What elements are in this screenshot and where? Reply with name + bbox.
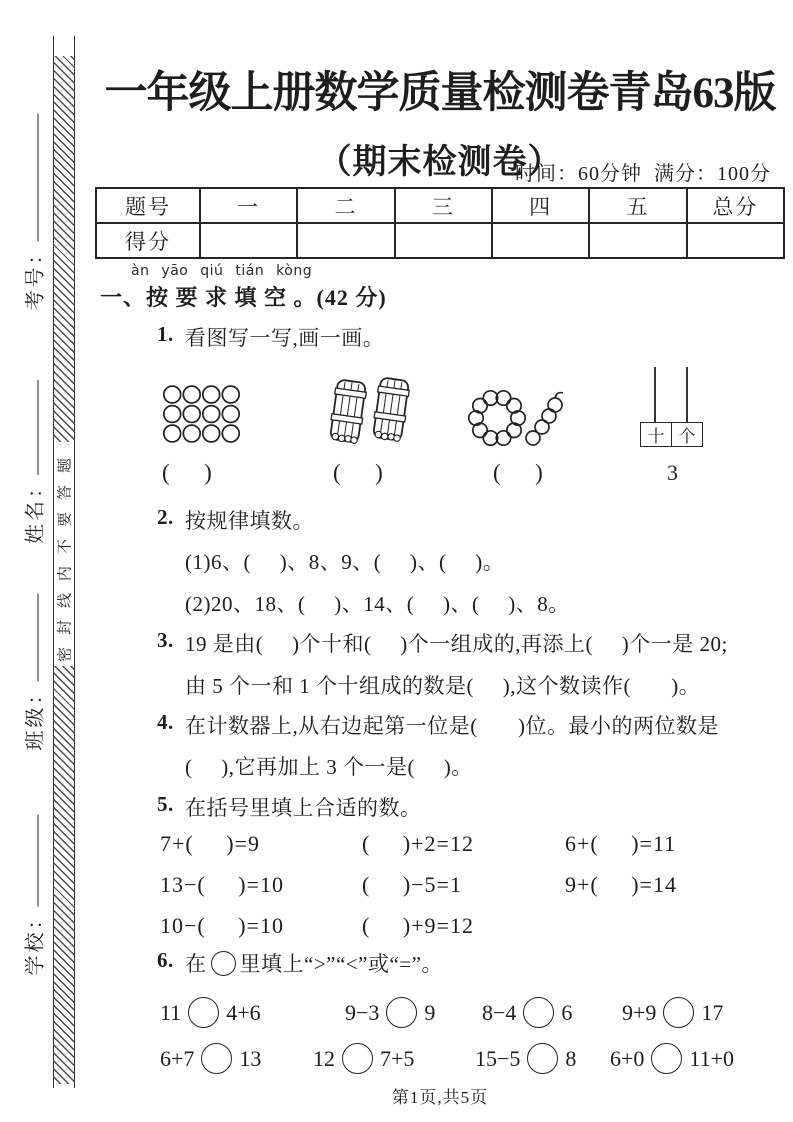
- comparison-item: [622, 997, 723, 1028]
- question-5: [95, 792, 785, 822]
- score-cell: [589, 223, 686, 258]
- question-4: [95, 710, 785, 740]
- school-blank-line: [38, 815, 39, 907]
- question-6-text-prefix: 在: [185, 952, 207, 976]
- tens-rod: [654, 367, 656, 422]
- left-expression: 9+9: [622, 999, 657, 1025]
- section-pinyin: àn yāo qiú tián kòng: [131, 263, 313, 279]
- compare-circle: [651, 1043, 682, 1074]
- stick-bundles-figure: [320, 374, 416, 454]
- comparison-item: [610, 1043, 734, 1074]
- compare-circle: [342, 1043, 373, 1074]
- counter-box: [640, 422, 703, 447]
- question-2-line-2: [95, 588, 785, 618]
- score-row-label: 得分: [96, 223, 200, 258]
- question-4-number: 4.: [157, 710, 174, 734]
- compare-circle: [663, 997, 694, 1028]
- col-header-5: 五: [589, 188, 686, 223]
- class-blank-line: [38, 594, 39, 682]
- left-expression: 8−4: [482, 999, 517, 1025]
- right-expression: 7+5: [380, 1045, 415, 1071]
- right-expression: 13: [239, 1045, 262, 1071]
- section-1-heading: 一、按 要 求 填 空 。(42 分): [100, 285, 387, 310]
- question-3-line-2: [95, 670, 785, 700]
- circle-grid-svg: [163, 384, 241, 444]
- right-expression: 4+6: [226, 999, 261, 1025]
- exam-number-blank-line: [38, 114, 39, 242]
- tens-cell: 十: [641, 423, 672, 446]
- question-6-text: [95, 948, 785, 978]
- left-expression: 9−3: [345, 999, 380, 1025]
- page-subtitle: （期末检测卷）: [317, 144, 563, 182]
- score-table-score-row: [96, 223, 784, 258]
- right-expression: 17: [701, 999, 724, 1025]
- question-1-number: 1.: [157, 322, 174, 346]
- seal-sidebar: [0, 0, 92, 1122]
- col-header-1: 一: [200, 188, 297, 223]
- question-3: [95, 628, 785, 658]
- seal-strip: [53, 36, 75, 1088]
- compare-circle: [527, 1043, 558, 1074]
- comparison-item: [160, 1043, 261, 1074]
- comparison-item: [345, 997, 435, 1028]
- answer-blank-2: ( ): [333, 460, 383, 485]
- score-cell: [395, 223, 492, 258]
- question-6-row-2: [95, 1043, 785, 1083]
- equation: 6+( )=11: [565, 831, 677, 856]
- question-5-row-1: [95, 831, 785, 863]
- class-label: 班级：: [24, 681, 47, 751]
- right-expression: 11+0: [689, 1045, 735, 1071]
- question-5-text: 在括号里填上合适的数。: [185, 796, 422, 820]
- equation: 10−( )=10: [160, 913, 284, 938]
- question-3-number: 3.: [157, 628, 174, 652]
- comparison-item: [160, 997, 261, 1028]
- stick-bundles-svg: [320, 374, 416, 454]
- student-name-blank-line: [38, 380, 39, 475]
- question-4-text-line-2: ( ),它再加上 3 个一是( )。: [185, 755, 473, 779]
- compare-circle: [188, 997, 219, 1028]
- question-2-sequence-2: (2)20、18、( )、14、( )、( )、8。: [185, 592, 570, 616]
- ones-cell: 个: [678, 427, 696, 446]
- place-value-counter-figure: [640, 367, 703, 447]
- question-4-line-2: [95, 751, 785, 781]
- seal-text-slot: [54, 442, 74, 666]
- answer-blank-3: ( ): [493, 460, 543, 485]
- question-3-text-line-2: 由 5 个一和 1 个十组成的数是( ),这个数读作( )。: [185, 674, 701, 698]
- equation: 7+( )=9: [160, 831, 260, 856]
- main-content: [95, 0, 785, 1122]
- seal-hatching-bottom: [54, 666, 74, 1084]
- score-cell: [687, 223, 784, 258]
- left-expression: 6+7: [160, 1045, 195, 1071]
- score-table: [95, 187, 785, 259]
- right-expression: 6: [561, 999, 573, 1025]
- counter-given-value: 3: [667, 460, 678, 485]
- left-expression: 15−5: [475, 1045, 521, 1071]
- equation: ( )+2=12: [362, 831, 474, 856]
- score-cell: [492, 223, 589, 258]
- beads-figure: [467, 386, 567, 448]
- score-cell: [297, 223, 394, 258]
- exam-number-label: 考号：: [24, 241, 47, 311]
- page-title: 一年级上册数学质量检测卷青岛63版: [104, 69, 776, 117]
- question-2-number: 2.: [157, 505, 174, 529]
- equation: 9+( )=14: [565, 872, 677, 897]
- question-2-line-1: [95, 546, 785, 576]
- ones-rod: [686, 367, 688, 422]
- question-4-text-line-1: 在计数器上,从右边起第一位是( )位。最小的两位数是: [185, 714, 719, 738]
- question-number-header: 题号: [96, 188, 200, 223]
- left-expression: 6+0: [610, 1045, 645, 1071]
- answer-blank-1: ( ): [162, 460, 212, 485]
- seal-hatching-top: [54, 56, 74, 442]
- compare-circle: [386, 997, 417, 1028]
- score-cell: [200, 223, 297, 258]
- left-expression: 11: [160, 999, 182, 1025]
- col-header-4: 四: [492, 188, 589, 223]
- question-2-text: 按规律填数。: [185, 509, 314, 533]
- question-6-number: 6.: [157, 948, 174, 972]
- question-6-row-1: [95, 997, 785, 1037]
- right-expression: 8: [565, 1045, 577, 1071]
- equation: ( )−5=1: [362, 872, 462, 897]
- col-header-total: 总分: [687, 188, 784, 223]
- question-2: [95, 505, 785, 535]
- compare-circle-icon: [211, 951, 236, 976]
- question-1-figures: [95, 362, 785, 462]
- col-header-3: 三: [395, 188, 492, 223]
- question-2-sequence-1: (1)6、( )、8、9、( )、( )。: [185, 550, 505, 574]
- seal-text: 密封线内不要答题: [57, 445, 74, 663]
- equation: ( )+9=12: [362, 913, 474, 938]
- score-table-header-row: [96, 188, 784, 223]
- beads-svg: [467, 386, 567, 448]
- compare-circle: [201, 1043, 232, 1074]
- col-header-2: 二: [297, 188, 394, 223]
- comparison-item: [482, 997, 572, 1028]
- school-label: 学校：: [24, 906, 47, 976]
- question-3-text-line-1: 19 是由( )个十和( )个一组成的,再添上( )个一是 20;: [185, 632, 728, 656]
- time-score-info: 时间：60分钟 满分：100分: [515, 163, 771, 185]
- question-1-text: 看图写一写,画一画。: [185, 326, 385, 350]
- circle-grid-figure: [163, 384, 241, 444]
- right-expression: 9: [424, 999, 436, 1025]
- question-5-row-3: [95, 913, 785, 945]
- comparison-item: [313, 1043, 414, 1074]
- compare-circle: [523, 997, 554, 1028]
- equation: 13−( )=10: [160, 872, 284, 897]
- student-name-label: 姓名：: [24, 475, 47, 544]
- comparison-item: [475, 1043, 576, 1074]
- left-expression: 12: [313, 1045, 335, 1071]
- question-5-number: 5.: [157, 792, 174, 816]
- question-1: [95, 322, 785, 352]
- question-5-row-2: [95, 872, 785, 904]
- question-6: [95, 948, 785, 978]
- question-6-text-suffix: 里填上“>”“<”或“=”。: [239, 952, 443, 976]
- question-1-answer-blanks: [95, 460, 785, 494]
- page-footer: 第1页,共5页: [391, 1088, 489, 1107]
